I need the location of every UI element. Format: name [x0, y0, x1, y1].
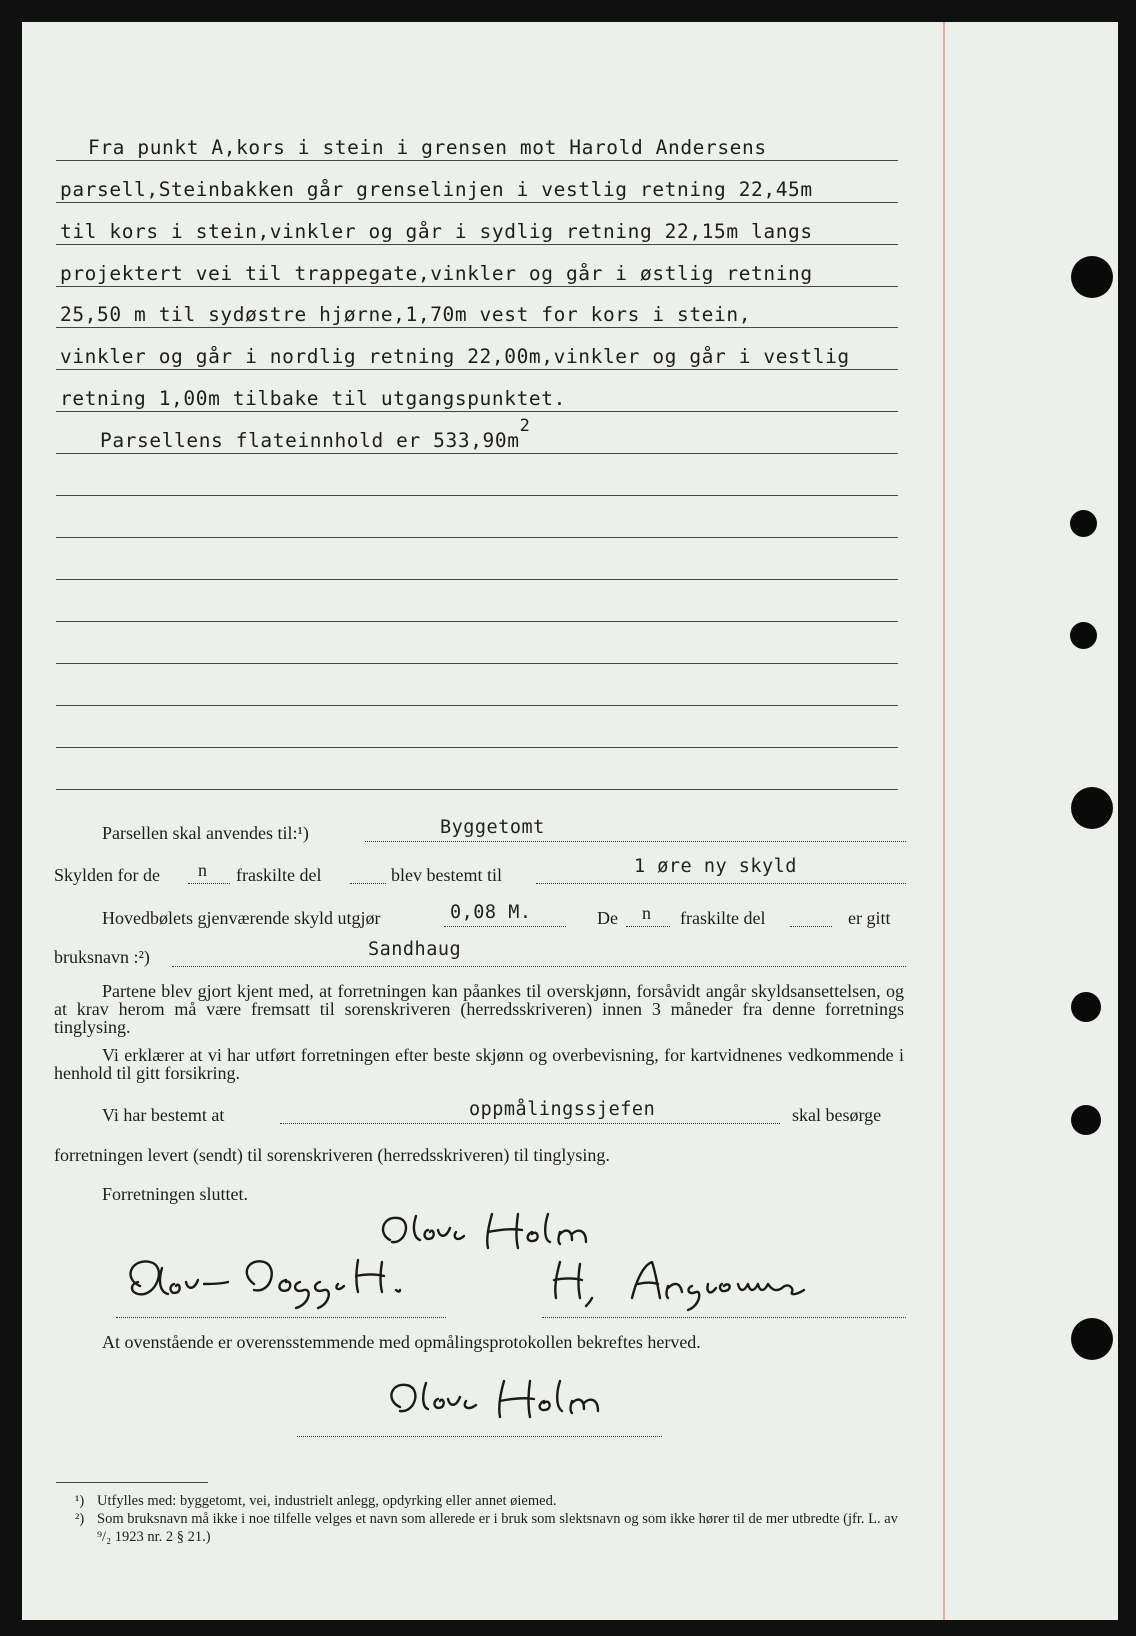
ruled-line — [56, 537, 898, 538]
footnote-mark: ¹) — [75, 1493, 85, 1509]
hoved-gitt: er gitt — [848, 908, 891, 928]
levert-text: forretningen levert (sendt) til sorenskriveren (herredsskriveren) til tinglysing. — [54, 1145, 610, 1165]
ruled-line — [56, 621, 898, 622]
binder-hole — [1071, 992, 1101, 1022]
footnote-rule — [56, 1482, 208, 1483]
hoved-de: De — [597, 908, 618, 928]
skyld-n-line — [188, 883, 230, 884]
signature-line — [297, 1436, 662, 1437]
skyld-mid: fraskilte del — [236, 865, 322, 885]
sluttet-text: Forretningen sluttet. — [102, 1184, 248, 1204]
ruled-line — [56, 369, 898, 370]
binder-hole — [1071, 1318, 1113, 1360]
bestemt-label: Vi har bestemt at — [102, 1105, 225, 1125]
area-text: Parsellens flateinnhold er 533,90m — [100, 429, 520, 452]
ruled-line — [56, 495, 898, 496]
ruled-line — [56, 160, 898, 161]
hoved-label: Hovedbølets gjenværende skyld utgjør — [102, 908, 381, 928]
use-field-line — [365, 841, 906, 842]
hoved-fraskilte: fraskilte del — [680, 908, 766, 928]
footnote-text: Utfylles med: byggetomt, vei, industrielt anlegg, opdyrking eller annet øiemed. — [97, 1493, 557, 1509]
typed-line: parsell,Steinbakken går grenselinjen i vestlig retning 22,45m — [60, 178, 813, 201]
ruled-line — [56, 789, 898, 790]
ruled-line — [56, 202, 898, 203]
hoved-n-line — [626, 926, 670, 927]
hoved-field-line — [444, 926, 566, 927]
skyld-mid-line — [350, 883, 386, 884]
signature-2 — [116, 1254, 446, 1314]
signature-line — [542, 1317, 906, 1318]
declaration-paragraph: Vi erklærer at vi har utført forretningen efter beste skjønn og overbevisning, for kartvidnenes vedkommende i henhold til gitt forsikring. — [54, 1045, 904, 1083]
bruksnavn-value: Sandhaug — [368, 939, 462, 960]
area-line — [100, 416, 531, 452]
typed-line: Fra punkt A,kors i stein i grensen mot Harold Andersens — [88, 136, 767, 159]
skyld-n: n — [198, 860, 207, 880]
ruled-line — [56, 411, 898, 412]
signature-line — [116, 1317, 446, 1318]
ruled-line — [56, 747, 898, 748]
binder-hole — [1071, 787, 1113, 829]
hoved-fraskilte-line — [790, 926, 832, 927]
use-value: Byggetomt — [440, 817, 545, 838]
attest-text: At ovenstående er overensstemmende med opmålingsprotokollen bekreftes herved. — [102, 1332, 701, 1352]
footnote-text: Som bruksnavn må ikke i noe tilfelle velges et navn som allerede er i bruk som slektsnavn og som ikke hører til de mer utbredte (jfr. L. av ⁹/₂ 1923 nr. 2 § 21.) — [97, 1511, 898, 1545]
besorge-text: skal besørge — [792, 1105, 882, 1125]
area-superscript: 2 — [519, 416, 531, 436]
bestemt-field-line — [280, 1123, 780, 1124]
typed-line: retning 1,00m tilbake til utgangspunktet. — [60, 387, 566, 410]
ruled-line — [56, 705, 898, 706]
bestemt-value: oppmålingssjefen — [469, 1099, 656, 1120]
bruksnavn-field-line — [172, 966, 906, 967]
hoved-value: 0,08 M. — [450, 902, 532, 923]
skyld-prefix: Skylden for de — [54, 865, 160, 885]
ruled-line — [56, 663, 898, 664]
binder-hole — [1071, 1105, 1101, 1135]
skyld-value: 1 øre ny skyld — [634, 856, 797, 877]
footnote-mark: ²) — [75, 1511, 85, 1527]
binder-hole — [1071, 256, 1113, 298]
signature-1 — [372, 1210, 602, 1258]
ruled-line — [56, 244, 898, 245]
document-page — [22, 22, 1118, 1620]
typed-line: til kors i stein,vinkler og går i sydlig retning 22,15m langs — [60, 220, 813, 243]
typed-line: 25,50 m til sydøstre hjørne,1,70m vest for kors i stein, — [60, 303, 752, 326]
hoved-n: n — [642, 903, 651, 923]
ruled-line — [56, 286, 898, 287]
ruled-line — [56, 453, 898, 454]
binder-hole — [1070, 510, 1097, 537]
signature-4 — [380, 1377, 630, 1427]
ruled-line — [56, 579, 898, 580]
typed-line: vinkler og går i nordlig retning 22,00m,vinkler og går i vestlig — [60, 345, 850, 368]
bruksnavn-label: bruksnavn :²) — [54, 947, 150, 967]
ruled-line — [56, 327, 898, 328]
appeal-paragraph: Partene blev gjort kjent med, at forretningen kan påankes til overskjønn, forsåvidt angår skyldsansettelsen, og at krav herom må være fremsatt til sorenskriveren (herredsskriveren) innen 3 måneder fra denne forretnings tinglysing. — [54, 981, 904, 1037]
footnote-1 — [75, 1492, 907, 1510]
footnote-2 — [75, 1510, 907, 1546]
binder-hole — [1070, 622, 1097, 649]
skyld-mid2: blev bestemt til — [391, 865, 502, 885]
signature-3 — [542, 1254, 842, 1314]
use-label: Parsellen skal anvendes til:¹) — [102, 823, 309, 843]
skyld-field-line — [536, 883, 906, 884]
typed-line: projektert vei til trappegate,vinkler og går i østlig retning — [60, 262, 813, 285]
margin-line — [943, 22, 945, 1620]
